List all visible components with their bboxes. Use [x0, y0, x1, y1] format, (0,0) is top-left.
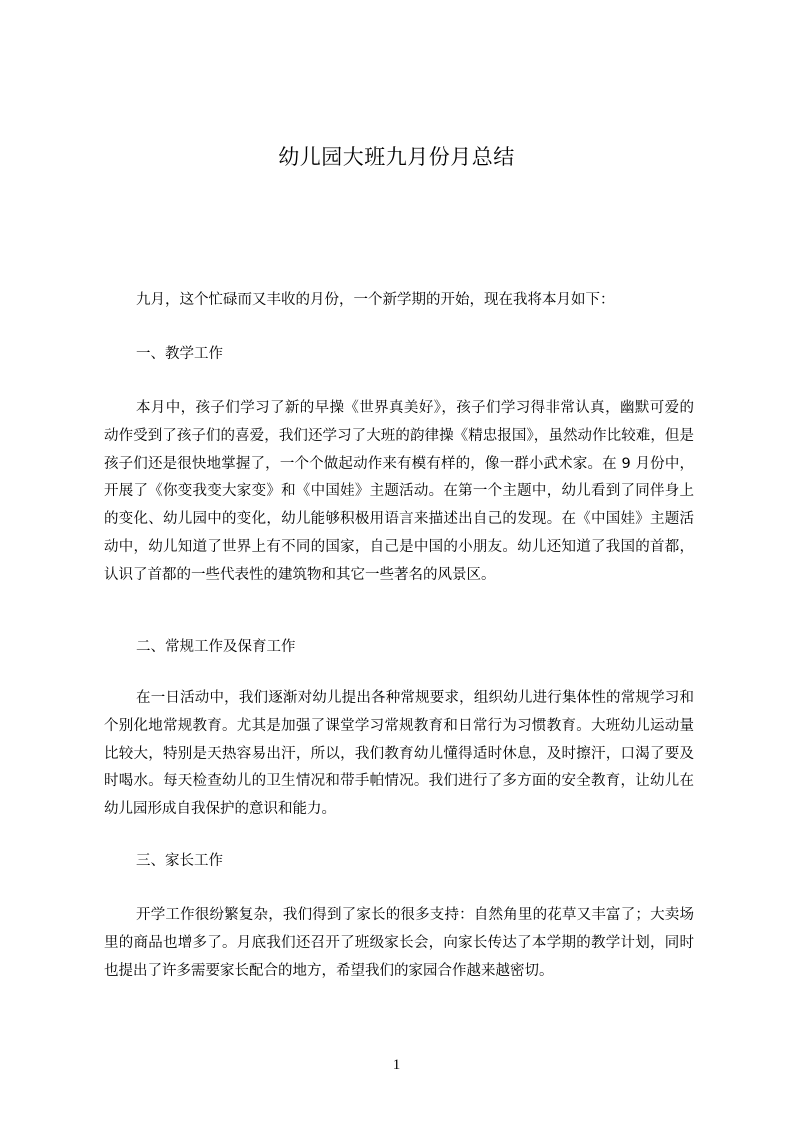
page-number: 1	[392, 1057, 401, 1073]
section-body-routine: 在一日活动中，我们逐渐对幼儿提出各种常规要求，组织幼儿进行集体性的常规学习和个别化地常规教育。尤其是加强了课堂学习常规教育和日常行为习惯教育。大班幼儿运动量比较大，特别是天热容易出汗，所以，我们教育幼儿懂得适时休息，及时擦汗，口渴了要及时喝水。每天检查幼儿的卫生情况和带手帕情况。我们进行了多方面的安全教育，让幼儿在幼儿园形成自我保护的意识和能力。	[104, 690, 694, 818]
section-body-teaching: 本月中，孩子们学习了新的早操《世界真美好》，孩子们学习得非常认真，幽默可爱的动作受到了孩子们的喜爱，我们还学习了大班的韵律操《精忠报国》，虽然动作比较难，但是孩子们还是很快地掌握了，一个个做起动作来有模有样的，像一群小武术家。在 9 月份中，开展了《你变我变大家变》和《中国娃》主题活动。在第一个主题中，幼儿看到了同伴身上的变化、幼儿园中的变化，幼儿能够积极用语言来描述出自己的发现。在《中国娃》主题活动中，幼儿知道了世界上有不同的国家，自己是中国的小朋友。幼儿还知道了我国的首都，认识了首都的一些代表性的建筑物和其它一些著名的风景区。	[104, 400, 694, 583]
section-heading-teaching: 一、教学工作	[136, 346, 223, 362]
section-heading-routine: 二、常规工作及保育工作	[136, 639, 296, 655]
document-title: 幼儿园大班九月份月总结	[278, 145, 515, 169]
intro-paragraph: 九月，这个忙碌而又丰收的月份，一个新学期的开始，现在我将本月如下：	[136, 292, 615, 308]
section-body-parents: 开学工作很纷繁复杂，我们得到了家长的很多支持：自然角里的花草又丰富了；大卖场里的商品也增多了。月底我们还召开了班级家长会，向家长传达了本学期的教学计划，同时也提出了许多需要家长配合的地方，希望我们的家园合作越来越密切。	[104, 907, 694, 979]
section-heading-parents: 三、家长工作	[136, 853, 223, 869]
